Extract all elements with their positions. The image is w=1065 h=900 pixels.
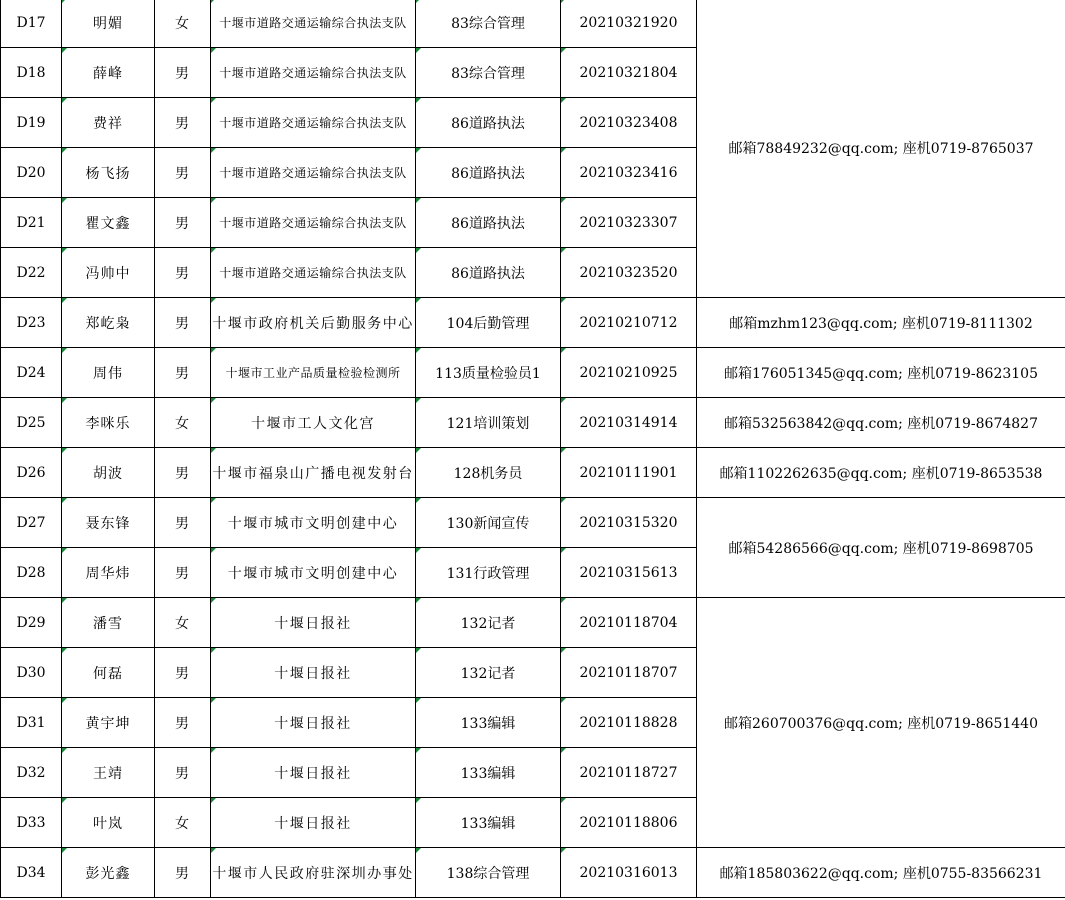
name-cell[interactable]: 彭光鑫 xyxy=(62,848,155,898)
position-cell[interactable]: 113质量检验员1 xyxy=(416,348,561,398)
position-cell[interactable]: 138综合管理 xyxy=(416,848,561,898)
gender-cell[interactable]: 男 xyxy=(155,448,211,498)
position-cell[interactable]: 83综合管理 xyxy=(416,48,561,98)
unit-cell[interactable]: 十堰日报社 xyxy=(211,648,416,698)
gender-cell[interactable]: 男 xyxy=(155,698,211,748)
exam-number-cell[interactable]: 20210118727 xyxy=(561,748,697,798)
name-cell[interactable]: 潘雪 xyxy=(62,598,155,648)
row-id-cell[interactable]: D18 xyxy=(1,48,62,98)
position-cell[interactable]: 133编辑 xyxy=(416,698,561,748)
contact-cell[interactable]: 邮箱176051345@qq.com; 座机0719-8623105 xyxy=(697,348,1065,398)
contact-cell[interactable]: 邮箱532563842@qq.com; 座机0719-8674827 xyxy=(697,398,1065,448)
exam-number-cell[interactable]: 20210323520 xyxy=(561,248,697,298)
gender-cell[interactable]: 男 xyxy=(155,148,211,198)
row-id-cell[interactable]: D20 xyxy=(1,148,62,198)
row-id-cell[interactable]: D32 xyxy=(1,748,62,798)
gender-cell[interactable]: 男 xyxy=(155,298,211,348)
position-cell[interactable]: 132记者 xyxy=(416,648,561,698)
unit-cell[interactable]: 十堰日报社 xyxy=(211,598,416,648)
unit-cell[interactable]: 十堰市福泉山广播电视发射台 xyxy=(211,448,416,498)
contact-cell[interactable]: 邮箱1102262635@qq.com; 座机0719-8653538 xyxy=(697,448,1065,498)
unit-cell[interactable]: 十堰市城市文明创建中心 xyxy=(211,548,416,598)
name-cell[interactable]: 叶岚 xyxy=(62,798,155,848)
name-cell[interactable]: 王靖 xyxy=(62,748,155,798)
gender-cell[interactable]: 男 xyxy=(155,98,211,148)
row-id-cell[interactable]: D22 xyxy=(1,248,62,298)
gender-cell[interactable]: 女 xyxy=(155,798,211,848)
unit-cell[interactable]: 十堰市道路交通运输综合执法支队 xyxy=(211,248,416,298)
contact-cell[interactable]: 邮箱54286566@qq.com; 座机0719-8698705 xyxy=(697,498,1065,598)
exam-number-cell[interactable]: 20210323416 xyxy=(561,148,697,198)
row-id-cell[interactable]: D26 xyxy=(1,448,62,498)
exam-number-cell[interactable]: 20210210712 xyxy=(561,298,697,348)
gender-cell[interactable]: 男 xyxy=(155,648,211,698)
unit-cell[interactable]: 十堰市道路交通运输综合执法支队 xyxy=(211,98,416,148)
row-id-cell[interactable]: D19 xyxy=(1,98,62,148)
table-row xyxy=(1,0,1065,48)
name-cell[interactable]: 周华炜 xyxy=(62,548,155,598)
position-cell[interactable]: 130新闻宣传 xyxy=(416,498,561,548)
gender-cell[interactable]: 男 xyxy=(155,848,211,898)
table-row xyxy=(1,848,1065,898)
position-cell[interactable]: 104后勤管理 xyxy=(416,298,561,348)
unit-cell[interactable]: 十堰市工人文化宫 xyxy=(211,398,416,448)
gender-cell[interactable]: 女 xyxy=(155,598,211,648)
position-cell[interactable]: 133编辑 xyxy=(416,798,561,848)
unit-cell[interactable]: 十堰日报社 xyxy=(211,698,416,748)
row-id-cell[interactable]: D24 xyxy=(1,348,62,398)
name-cell[interactable]: 黄宇坤 xyxy=(62,698,155,748)
exam-number-cell[interactable]: 20210118806 xyxy=(561,798,697,848)
exam-number-cell[interactable]: 20210315320 xyxy=(561,498,697,548)
gender-cell[interactable]: 男 xyxy=(155,48,211,98)
gender-cell[interactable]: 女 xyxy=(155,398,211,448)
gender-cell[interactable]: 男 xyxy=(155,498,211,548)
name-cell[interactable]: 周伟 xyxy=(62,348,155,398)
position-cell[interactable]: 133编辑 xyxy=(416,748,561,798)
gender-cell[interactable]: 男 xyxy=(155,748,211,798)
name-cell[interactable]: 李咪乐 xyxy=(62,398,155,448)
row-id-cell[interactable]: D34 xyxy=(1,848,62,898)
exam-number-cell[interactable]: 20210118707 xyxy=(561,648,697,698)
row-id-cell[interactable]: D23 xyxy=(1,298,62,348)
position-cell[interactable]: 121培训策划 xyxy=(416,398,561,448)
row-id-cell[interactable]: D25 xyxy=(1,398,62,448)
exam-number-cell[interactable]: 20210315613 xyxy=(561,548,697,598)
table-row xyxy=(1,448,1065,498)
position-cell[interactable]: 86道路执法 xyxy=(416,148,561,198)
exam-number-cell[interactable]: 20210210925 xyxy=(561,348,697,398)
name-cell[interactable]: 杨飞扬 xyxy=(62,148,155,198)
gender-cell[interactable]: 女 xyxy=(155,0,211,48)
exam-number-cell[interactable]: 20210118704 xyxy=(561,598,697,648)
exam-number-cell[interactable]: 20210118828 xyxy=(561,698,697,748)
unit-cell[interactable]: 十堰日报社 xyxy=(211,798,416,848)
row-id-cell[interactable]: D33 xyxy=(1,798,62,848)
exam-number-cell[interactable]: 20210323408 xyxy=(561,98,697,148)
unit-cell[interactable]: 十堰市人民政府驻深圳办事处 xyxy=(211,848,416,898)
name-cell[interactable]: 瞿文鑫 xyxy=(62,198,155,248)
gender-cell[interactable]: 男 xyxy=(155,348,211,398)
unit-cell[interactable]: 十堰市道路交通运输综合执法支队 xyxy=(211,48,416,98)
table-row xyxy=(1,298,1065,348)
position-cell[interactable]: 86道路执法 xyxy=(416,198,561,248)
exam-number-cell[interactable]: 20210314914 xyxy=(561,398,697,448)
exam-number-cell[interactable]: 20210323307 xyxy=(561,198,697,248)
table-row xyxy=(1,348,1065,398)
name-cell[interactable]: 费祥 xyxy=(62,98,155,148)
table-row xyxy=(1,498,1065,548)
unit-cell[interactable]: 十堰市道路交通运输综合执法支队 xyxy=(211,198,416,248)
name-cell[interactable]: 胡波 xyxy=(62,448,155,498)
row-id-cell[interactable]: D21 xyxy=(1,198,62,248)
row-id-cell[interactable]: D27 xyxy=(1,498,62,548)
exam-number-cell[interactable]: 20210316013 xyxy=(561,848,697,898)
exam-number-cell[interactable]: 20210321804 xyxy=(561,48,697,98)
position-cell[interactable]: 128机务员 xyxy=(416,448,561,498)
position-cell[interactable]: 83综合管理 xyxy=(416,0,561,48)
row-id-cell[interactable]: D17 xyxy=(1,0,62,48)
name-cell[interactable]: 何磊 xyxy=(62,648,155,698)
exam-number-cell[interactable]: 20210321920 xyxy=(561,0,697,48)
gender-cell[interactable]: 男 xyxy=(155,198,211,248)
unit-cell[interactable]: 十堰市道路交通运输综合执法支队 xyxy=(211,148,416,198)
unit-cell[interactable]: 十堰市城市文明创建中心 xyxy=(211,498,416,548)
row-id-cell[interactable]: D30 xyxy=(1,648,62,698)
name-cell[interactable]: 聂东锋 xyxy=(62,498,155,548)
position-cell[interactable]: 86道路执法 xyxy=(416,248,561,298)
contact-cell[interactable]: 邮箱185803622@qq.com; 座机0755-83566231 xyxy=(697,848,1065,898)
unit-cell[interactable]: 十堰市政府机关后勤服务中心 xyxy=(211,298,416,348)
gender-cell[interactable]: 男 xyxy=(155,248,211,298)
unit-cell[interactable]: 十堰市工业产品质量检验检测所 xyxy=(211,348,416,398)
position-cell[interactable]: 132记者 xyxy=(416,598,561,648)
gender-cell[interactable]: 男 xyxy=(155,548,211,598)
unit-cell[interactable]: 十堰日报社 xyxy=(211,748,416,798)
row-id-cell[interactable]: D31 xyxy=(1,698,62,748)
unit-cell[interactable]: 十堰市道路交通运输综合执法支队 xyxy=(211,0,416,48)
name-cell[interactable]: 郑屹枭 xyxy=(62,298,155,348)
table-row xyxy=(1,598,1065,648)
exam-number-cell[interactable]: 20210111901 xyxy=(561,448,697,498)
position-cell[interactable]: 131行政管理 xyxy=(416,548,561,598)
name-cell[interactable]: 明媚 xyxy=(62,0,155,48)
table-body xyxy=(1,0,1065,898)
row-id-cell[interactable]: D28 xyxy=(1,548,62,598)
row-id-cell[interactable]: D29 xyxy=(1,598,62,648)
contact-cell[interactable]: 邮箱mzhm123@qq.com; 座机0719-8111302 xyxy=(697,298,1065,348)
contact-cell[interactable]: 邮箱78849232@qq.com; 座机0719-8765037 xyxy=(697,0,1065,298)
name-cell[interactable]: 薛峰 xyxy=(62,48,155,98)
contact-cell[interactable]: 邮箱260700376@qq.com; 座机0719-8651440 xyxy=(697,598,1065,848)
table-row xyxy=(1,398,1065,448)
name-cell[interactable]: 冯帅中 xyxy=(62,248,155,298)
position-cell[interactable]: 86道路执法 xyxy=(416,98,561,148)
